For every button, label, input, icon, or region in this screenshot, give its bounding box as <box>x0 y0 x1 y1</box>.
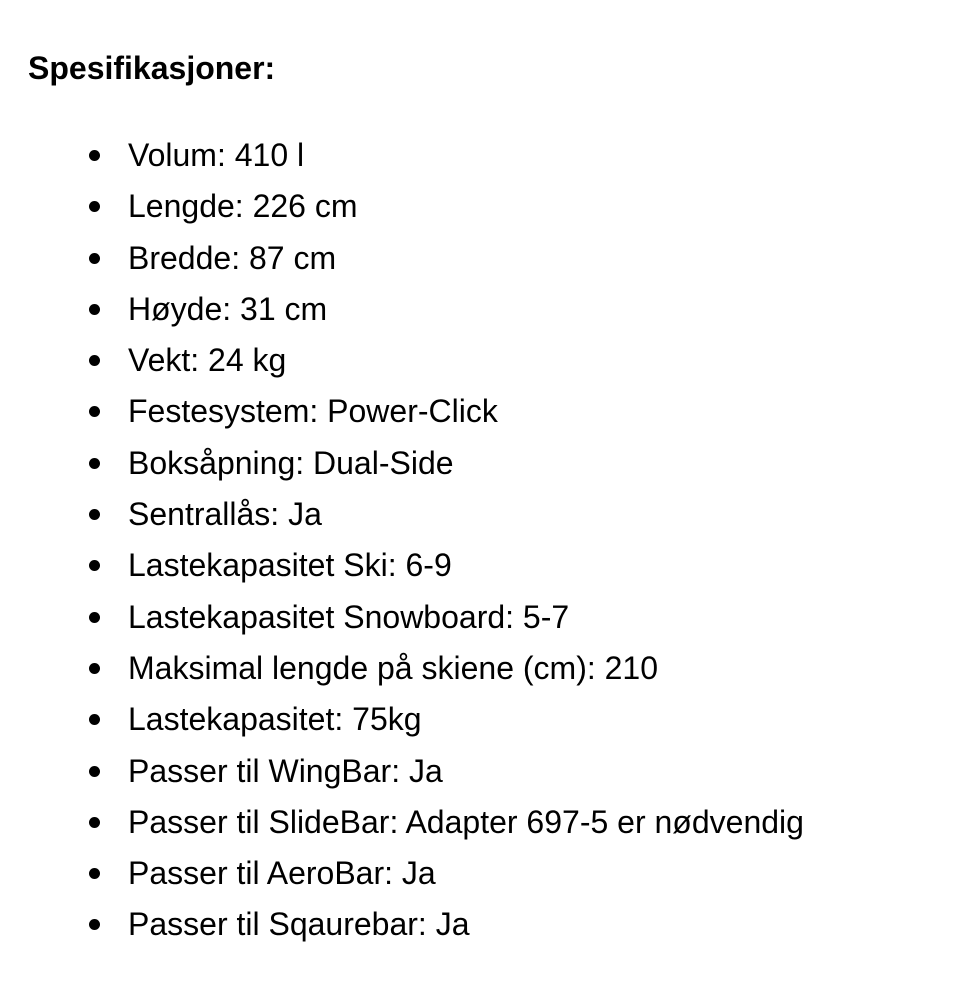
spec-text: Festesystem: Power-Click <box>128 393 498 430</box>
spec-text: Passer til SlideBar: Adapter 697-5 er nødvendig <box>128 803 804 840</box>
spec-text: Bredde: 87 cm <box>128 239 337 276</box>
spec-text: Høyde: 31 cm <box>128 290 328 327</box>
bullet-icon <box>89 868 100 879</box>
bullet-icon <box>89 355 100 366</box>
bullet-icon <box>89 304 100 315</box>
bullet-icon <box>89 714 100 725</box>
bullet-icon <box>89 612 100 623</box>
bullet-icon <box>89 663 100 674</box>
spec-text: Lastekapasitet Snowboard: 5-7 <box>128 598 570 635</box>
spec-text: Lengde: 226 cm <box>128 188 358 225</box>
spec-text: Volum: 410 l <box>128 137 305 173</box>
bullet-icon <box>89 458 100 469</box>
bullet-icon <box>89 919 100 930</box>
spec-text: Passer til Sqaurebar: Ja <box>128 906 470 943</box>
bullet-icon <box>89 406 100 417</box>
bullet-icon <box>89 766 100 777</box>
spec-text: Vekt: 24 kg <box>128 342 287 379</box>
spec-text: Maksimal lengde på skiene (cm): 210 <box>128 649 659 686</box>
spec-text: Passer til AeroBar: Ja <box>128 855 436 892</box>
bullet-icon <box>89 201 100 212</box>
spec-text: Boksåpning: Dual-Side <box>128 444 454 481</box>
spec-text: Passer til WingBar: Ja <box>128 752 443 789</box>
spec-text: Lastekapasitet Ski: 6-9 <box>128 547 452 584</box>
spec-text: Lastekapasitet: 75kg <box>128 701 422 738</box>
spec-text: Sentrallås: Ja <box>128 496 322 533</box>
bullet-icon <box>89 150 100 161</box>
spec-heading: Spesifikasjoner: <box>28 50 276 86</box>
bullet-icon <box>89 509 100 520</box>
bullet-icon <box>89 560 100 571</box>
bullet-icon <box>89 817 100 828</box>
bullet-icon <box>89 253 100 264</box>
